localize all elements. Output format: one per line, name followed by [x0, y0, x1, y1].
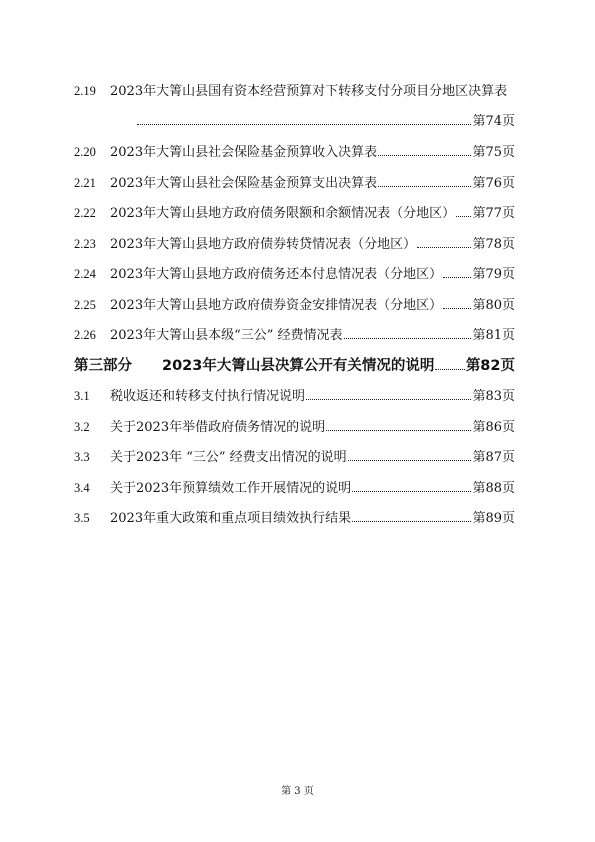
- entry-page: 第88页: [472, 480, 515, 496]
- toc-entry-3-4[interactable]: [74, 473, 515, 504]
- entry-title: 关于2023年预算绩效工作开展情况的说明: [110, 480, 352, 496]
- entry-number: 2.24: [74, 267, 96, 281]
- toc-entry-2-23[interactable]: [74, 229, 515, 260]
- entry-page: 第74页: [472, 113, 515, 129]
- entry-number: 2.20: [74, 145, 96, 159]
- entry-number: 3.1: [74, 389, 90, 403]
- toc-entry-3-2[interactable]: [74, 412, 515, 443]
- toc-entry-2-25[interactable]: [74, 290, 515, 321]
- part-title: 2023年大箐山县决算公开有关情况的说明: [162, 357, 435, 374]
- part-page: 第82页: [465, 357, 515, 374]
- table-of-contents: [74, 76, 515, 534]
- entry-number: 3.2: [74, 419, 90, 434]
- entry-number: 3.4: [74, 480, 90, 495]
- entry-page: 第80页: [472, 297, 515, 313]
- entry-title: 关于2023年 “三公” 经费支出情况的说明: [110, 450, 347, 465]
- entry-title: 2023年大箐山县地方政府债券转贷情况表（分地区）: [110, 236, 417, 252]
- entry-number: 2.25: [74, 297, 96, 312]
- toc-entry-3-1[interactable]: [74, 381, 515, 412]
- entry-number: 3.5: [74, 511, 90, 525]
- dot-leader: [435, 368, 464, 370]
- dot-leader: [348, 459, 472, 461]
- entry-page: 第83页: [472, 389, 515, 404]
- entry-title: 2023年重大政策和重点项目绩效执行结果: [110, 511, 352, 526]
- page-footer-number: 第 3 页: [281, 786, 314, 797]
- entry-page: 第77页: [472, 206, 515, 221]
- entry-number: 2.26: [74, 328, 96, 342]
- toc-part-three[interactable]: [74, 351, 515, 382]
- dot-leader: [456, 215, 471, 217]
- part-label: 第三部分: [74, 357, 132, 374]
- dot-leader: [443, 307, 471, 309]
- entry-page: 第75页: [472, 145, 515, 160]
- entry-number: 2.23: [74, 236, 96, 251]
- dot-leader: [352, 490, 471, 492]
- entry-page: 第79页: [472, 267, 515, 282]
- dot-leader: [352, 520, 471, 522]
- entry-number: 2.22: [74, 206, 96, 220]
- toc-entry-3-5[interactable]: [74, 503, 515, 534]
- dot-leader: [344, 337, 472, 339]
- entry-page: 第89页: [472, 511, 515, 526]
- entry-title: 税收返还和转移支付执行情况说明: [110, 389, 306, 404]
- entry-title: 2023年大箐山县地方政府债务还本付息情况表（分地区）: [110, 267, 443, 282]
- toc-entry-2-21[interactable]: [74, 168, 515, 199]
- toc-entry-2-24[interactable]: [74, 259, 515, 290]
- entry-title: 2023年大箐山县国有资本经营预算对下转移支付分项目分地区决算表: [110, 84, 508, 99]
- toc-entry-2-22[interactable]: [74, 198, 515, 229]
- entry-title: 2023年大箐山县社会保险基金预算支出决算表: [110, 175, 378, 191]
- dot-leader: [306, 398, 471, 400]
- entry-number: 2.19: [74, 84, 96, 98]
- toc-entry-2-19-continuation[interactable]: [74, 107, 515, 138]
- toc-entry-2-20[interactable]: [74, 137, 515, 168]
- dot-leader: [326, 429, 471, 431]
- toc-entry-2-26[interactable]: [74, 320, 515, 351]
- entry-title: 2023年大箐山县社会保险基金预算收入决算表: [110, 145, 378, 160]
- toc-entry-3-3[interactable]: [74, 442, 515, 473]
- dot-leader: [378, 185, 471, 187]
- entry-page: 第87页: [472, 450, 515, 465]
- entry-title: 2023年大箐山县地方政府债券资金安排情况表（分地区）: [110, 297, 443, 313]
- entry-page: 第86页: [472, 419, 515, 435]
- entry-title: 2023年大箐山县地方政府债务限额和余额情况表（分地区）: [110, 206, 456, 221]
- dot-leader: [378, 154, 471, 156]
- dot-leader: [417, 246, 471, 248]
- dot-leader: [443, 276, 471, 278]
- toc-entry-2-19[interactable]: [74, 76, 515, 107]
- dot-leader: [137, 123, 471, 125]
- entry-page: 第76页: [472, 175, 515, 191]
- entry-number: 3.3: [74, 450, 90, 464]
- entry-page: 第81页: [472, 328, 515, 343]
- entry-title: 2023年大箐山县本级“三公” 经费情况表: [110, 328, 343, 343]
- entry-title: 关于2023年举借政府债务情况的说明: [110, 419, 326, 435]
- entry-number: 2.21: [74, 175, 96, 190]
- entry-page: 第78页: [472, 236, 515, 252]
